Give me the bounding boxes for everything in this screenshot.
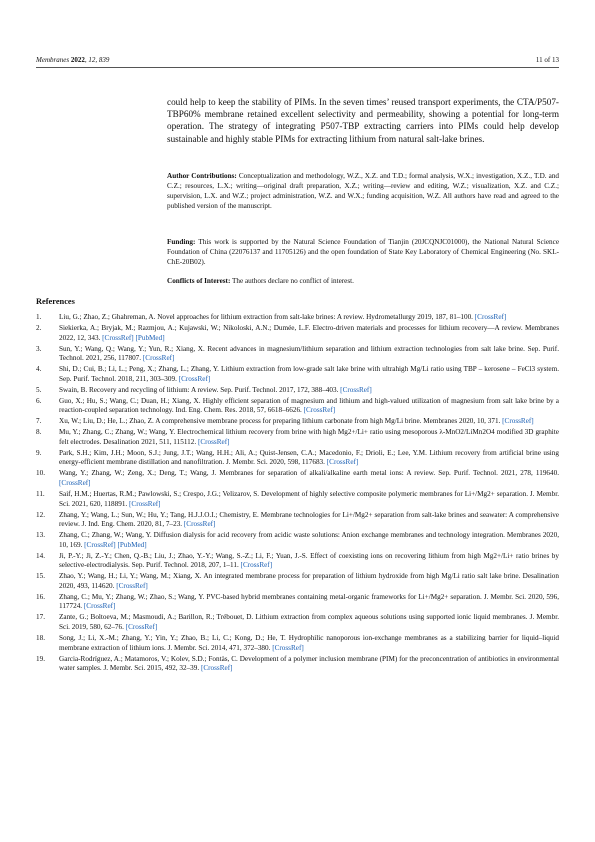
crossref-link[interactable]: [CrossRef] [197, 437, 230, 446]
reference-text: Song, J.; Li, X.-M.; Zhang, Y.; Yin, Y.; Zhao, B.; Li, C.; Kong, D.; He, T. Hydrophilic nanoporous ion-exchange membranes as a stabilizing barrier for liquid–liquid membrane extraction of lithium ions. J. Membr. Sci. 2014, 471, 372–380. [59, 634, 559, 652]
reference-number: 7. [36, 417, 42, 426]
crossref-link[interactable]: [CrossRef] [178, 374, 211, 383]
reference-item [36, 397, 559, 416]
reference-number: 16. [36, 592, 45, 601]
reference-item [36, 386, 559, 396]
reference-number: 14. [36, 551, 45, 560]
reference-number: 2. [36, 323, 42, 332]
header-rule [36, 67, 559, 68]
reference-item [36, 552, 559, 571]
reference-item [36, 572, 559, 591]
body-paragraph: could help to keep the stability of PIMs. In the seven times’ reused transport experiments, the CTA/P507-TBP60% membrane retained excellent selectivity and permeability, showing a potential for long-term operation. The strategy of integrating P507-TBP extracting carriers into PIMs could help develop sustainable and highly stable PIMs for extracting lithium from natural salt-lake brines. [167, 97, 559, 144]
reference-list [36, 313, 559, 675]
reference-number: 13. [36, 531, 45, 540]
crossref-link[interactable]: [CrossRef] [183, 520, 216, 529]
funding-statement [167, 237, 559, 267]
reference-text: Zhao, Y.; Wang, H.; Li, Y.; Wang, M.; Xiang, X. An integrated membrane process for preparation of lithium hydroxide from high Mg/Li ratio salt lake brine. Desalination 2020, 493, 114620. [59, 572, 559, 590]
reference-text: Siekierka, A.; Bryjak, M.; Razmjou, A.; Kujawski, W.; Nikoloski, A.N.; Dumée, L.F. Electro-driven materials and processes for lithium recovery—A review. Membranes 2022, 12, 343. [59, 323, 559, 342]
crossref-link[interactable]: [CrossRef] [PubMed] [84, 540, 147, 549]
funding-label: Funding: [167, 238, 196, 246]
reference-text: Wang, Y.; Zhang, W.; Zeng, X.; Deng, T.; Wang, J. Membranes for separation of alkali/alkaline earth metal ions: A review. Sep. Purif. Technol. 2021, 278, 119640. [59, 469, 559, 478]
reference-item [36, 531, 559, 550]
crossref-link[interactable]: [CrossRef] [116, 581, 148, 590]
reference-text: Ji, P.-Y.; Ji, Z.-Y.; Chen, Q.-B.; Liu, J.; Zhao, Y.-Y.; Wang, S.-Z.; Li, F.; Yuan, J.-S. Effect of coexisting ions on recovering lithium from high Mg2+/Li+ ratio brines by selective-electrodialysis. Sep. Purif. Technol. 2018, 207, 1–11. [59, 551, 559, 570]
reference-number: 19. [36, 654, 45, 663]
crossref-link[interactable]: [CrossRef] [474, 313, 507, 321]
reference-item [36, 613, 559, 632]
reference-text: Shi, D.; Cui, B.; Li, L.; Peng, X.; Zhang, L.; Zhang, Y. Lithium extraction from low-grade salt lake brine with ultrahigh Mg/Li ratio using TBP – kerosene – FeCl3 system. Sep. Purif. Technol. 2018, 211, 303–309. [59, 365, 559, 383]
conflicts-text: The authors declare no conflict of interest. [232, 277, 354, 285]
funding-text: This work is supported by the Natural Science Foundation of Tianjin (20JCQNJC01000), the National Natural Science Foundation of China (22076137 and 11705126) and the open foundation of State Key Laboratory of Chemical Engineering (No. SKL-ChE-20B02). [167, 238, 560, 266]
reference-text: Zante, G.; Boltoeva, M.; Masmoudi, A.; Barillon, R.; Trébouet, D. Lithium extraction from complex aqueous solutions using supported ionic liquid membranes. J. Membr. Sci. 2019, 580, 62–76. [59, 613, 559, 632]
reference-text: Liu, G.; Zhao, Z.; Ghahreman, A. Novel approaches for lithium extraction from salt-lake brines: A review. Hydrometallurgy 2019, 187, 81–100. [59, 313, 473, 321]
crossref-link[interactable]: [CrossRef] [PubMed] [102, 333, 165, 342]
reference-number: 11. [36, 490, 45, 498]
crossref-link[interactable]: [CrossRef] [340, 385, 372, 394]
journal-volume: 12 [88, 56, 96, 64]
page-number: 11 of 13 [535, 56, 559, 64]
author-contributions-text: Conceptualization and methodology, W.Z., X.Z. and T.D.; formal analysis, W.X.; investigation, X.Z., T.D. and C.Z.; resources, L.X.; writing—original draft preparation, X.Z.; writing—review and editing, W.Z.; visualization, X.Z. and C.Z.; supervision, L.X. and W.Z.; project administration, W.Z. and W.X.; funding acquisition, W.Z. All authors have read and agreed to the published version of the manuscript. [167, 172, 560, 210]
reference-text: Xu, W.; Liu, D.; He, L.; Zhao, Z. A comprehensive membrane process for preparing lithium carbonate from high Mg/Li brine. Membranes 2020, 10, 371. [59, 417, 501, 426]
reference-number: 15. [36, 572, 45, 581]
reference-number: 5. [36, 385, 42, 394]
reference-text: Zhang, Y.; Wang, L.; Sun, W.; Hu, Y.; Tang, H.J.J.O.I.; Chemistry, E. Membrane technologies for Li+/Mg2+ separation from salt-lake brines and seawater: A comprehensive review. J. Ind. Eng. Chem. 2020, 81, 7–23. [59, 510, 559, 529]
crossref-link[interactable]: [CrossRef] [303, 406, 336, 415]
reference-text: Mu, Y.; Zhang, C.; Zhang, W.; Wang, Y. Electrochemical lithium recovery from brine with high Mg2+/Li+ ratio using mesoporous λ-MnO2/LiMn2O4 modified 3D graphite felt electrodes. Desalination 2021, 511, 115112. [59, 428, 559, 446]
reference-item [36, 313, 559, 323]
author-contributions-label: Author Contributions: [167, 172, 237, 180]
reference-item [36, 511, 559, 530]
reference-text: Sun, Y.; Wang, Q.; Wang, Y.; Yun, R.; Xiang, X. Recent advances in magnesium/lithium separation and lithium extraction technologies from salt lake brine. Sep. Purif. Technol. 2021, 256, 117807. [59, 344, 559, 363]
reference-item [36, 428, 559, 447]
reference-item [36, 469, 559, 488]
reference-item [36, 324, 559, 343]
reference-item [36, 634, 559, 653]
reference-number: 10. [36, 469, 45, 478]
crossref-link[interactable]: [CrossRef] [83, 602, 116, 611]
crossref-link[interactable]: [CrossRef] [142, 354, 175, 363]
crossref-link[interactable]: [CrossRef] [125, 623, 158, 632]
reference-number: 1. [36, 313, 42, 321]
reference-number: 17. [36, 613, 45, 622]
reference-text: Guo, X.; Hu, S.; Wang, C.; Duan, H.; Xiang, X. Highly efficient separation of magnesium and lithium and high-valued utilization of magnesium from salt lake brine by a reaction-coupled separation technology. Ind. Eng. Chem. Res. 2018, 57, 6618–6626. [59, 396, 559, 415]
conflicts-statement [167, 276, 559, 286]
crossref-link[interactable]: [CrossRef] [129, 499, 161, 508]
reference-item [36, 345, 559, 364]
journal-name: Membranes [36, 56, 70, 64]
reference-number: 8. [36, 428, 42, 437]
reference-item [36, 417, 559, 427]
crossref-link[interactable]: [CrossRef] [240, 561, 273, 570]
reference-text: Zhang, C.; Zhang, W.; Wang, Y. Diffusion dialysis for acid recovery from acidic waste solutions: Anion exchange membranes and technology integration. Membranes 2020, 10, 169. [59, 531, 559, 549]
reference-text: Swain, B. Recovery and recycling of lithium: A review. Sep. Purif. Technol. 2017, 172, 388–403. [59, 385, 339, 394]
references-heading: References [36, 297, 75, 306]
crossref-link[interactable]: [CrossRef] [59, 479, 91, 488]
reference-number: 12. [36, 510, 45, 519]
crossref-link[interactable]: [CrossRef] [326, 458, 359, 467]
reference-item [36, 655, 559, 674]
reference-number: 4. [36, 365, 42, 374]
reference-item [36, 449, 559, 468]
crossref-link[interactable]: [CrossRef] [272, 643, 304, 652]
reference-text: Zhang, C.; Mu, Y.; Zhang, W.; Zhao, S.; Wang, Y. PVC-based hybrid membranes containing metal-organic frameworks for Li+/Mg2+ separation. J. Membr. Sci. 2020, 596, 117724. [59, 592, 559, 611]
crossref-link[interactable]: [CrossRef] [502, 417, 534, 426]
reference-text: Saif, H.M.; Huertas, R.M.; Pawlowski, S.; Crespo, J.G.; Velizarov, S. Development of highly selective composite polymeric membranes for Li+/Mg2+ separation. J. Membr. Sci. 2021, 620, 118891. [59, 490, 559, 508]
running-header-citation: Membranes 2022, 12, 839 [36, 56, 110, 64]
article-number: 839 [98, 56, 110, 64]
reference-number: 6. [36, 396, 42, 405]
reference-text: Garcia-Rodríguez, A.; Matamoros, V.; Kolev, S.D.; Fontàs, C. Development of a polymer inclusion membrane (PIM) for the preconcentration of antibiotics in environmental water samples. J. Membr. Sci. 2015, 492, 32–39. [59, 654, 559, 673]
reference-item [36, 490, 559, 509]
reference-number: 18. [36, 634, 45, 643]
reference-number: 3. [36, 344, 42, 353]
reference-item [36, 593, 559, 612]
reference-number: 9. [36, 448, 42, 457]
crossref-link[interactable]: [CrossRef] [200, 664, 233, 673]
author-contributions [167, 171, 559, 211]
conflicts-label: Conflicts of Interest: [167, 277, 231, 285]
reference-item [36, 365, 559, 384]
reference-text: Park, S.H.; Kim, J.H.; Moon, S.J.; Jung, J.T.; Wang, H.H.; Ali, A.; Quist-Jensen, C.A.; Macedonio, F.; Drioli, E.; Lee, Y.M. Lithium recovery from artificial brine using energy-efficient membrane distillation and nanofiltration. J. Membr. Sci. 2020, 598, 117683. [59, 448, 559, 467]
journal-year: 2022 [70, 56, 85, 64]
